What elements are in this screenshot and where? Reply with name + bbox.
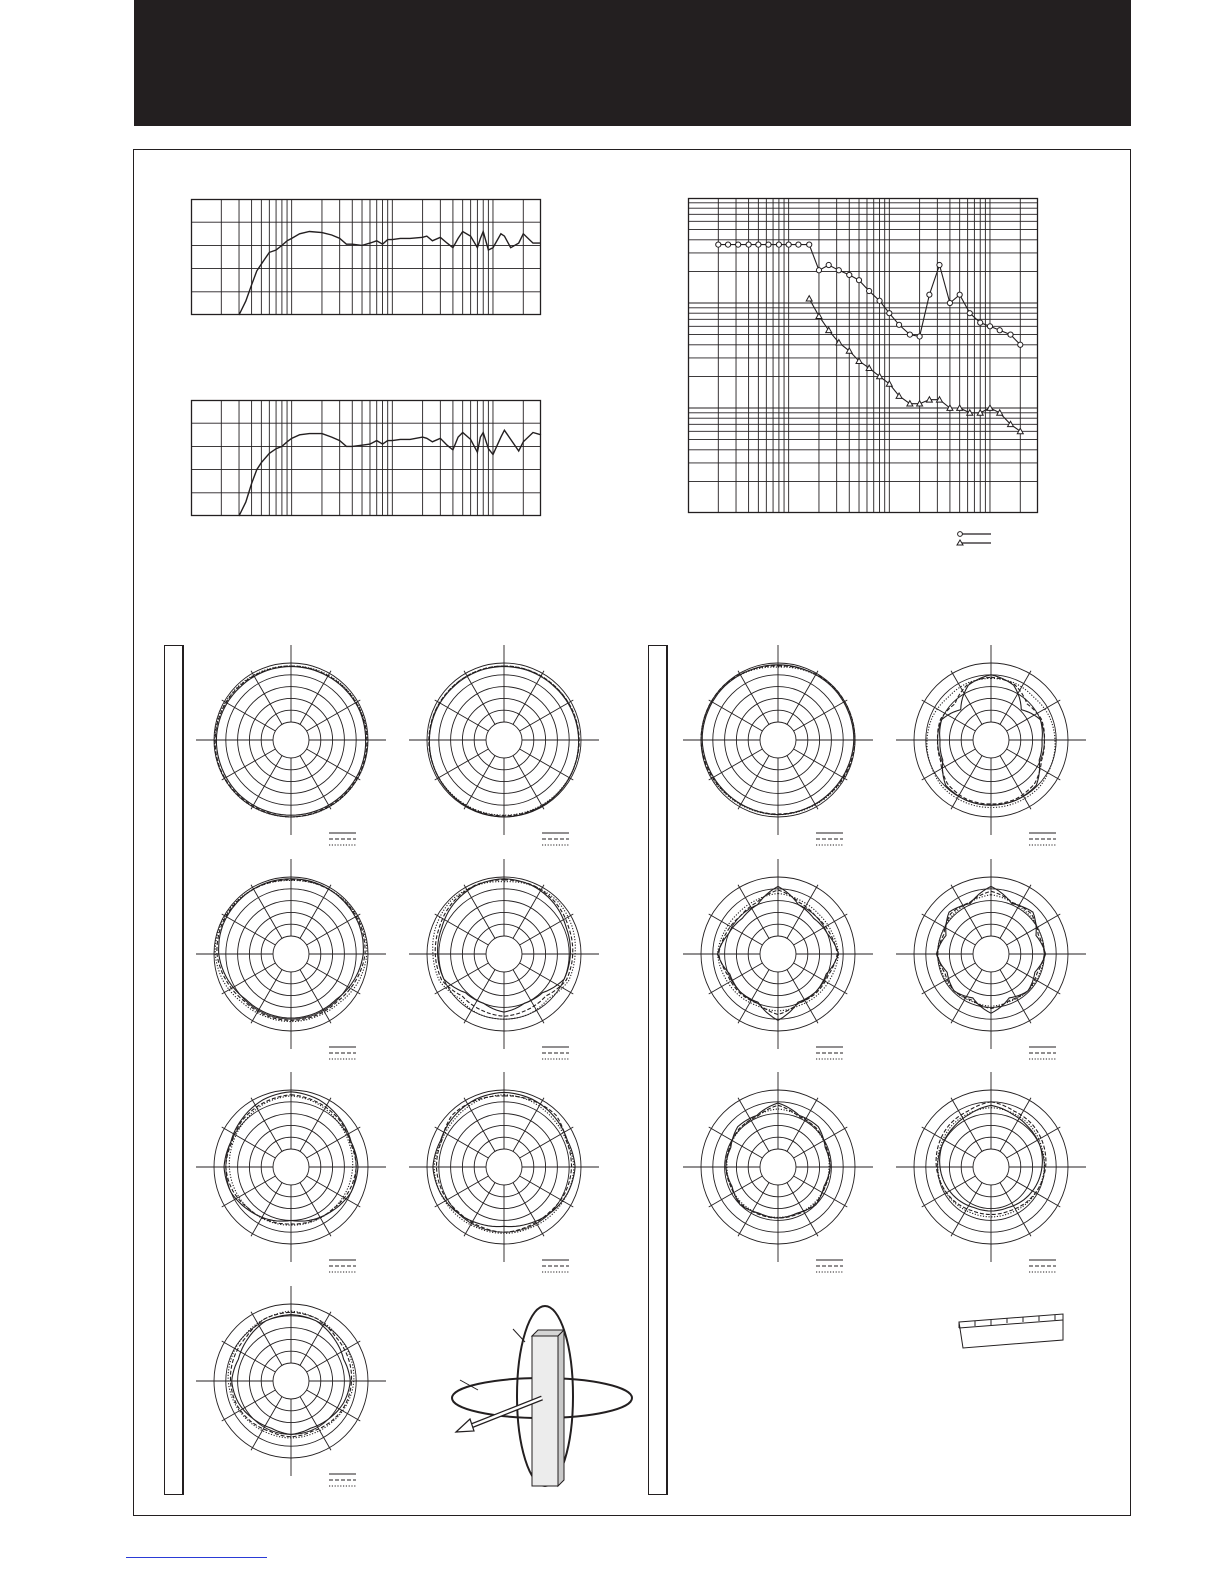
polar-spoke [1000,1183,1031,1237]
polar-ring [973,936,1009,972]
polar-spoke [300,1098,331,1152]
polar-spoke [922,1127,976,1158]
polar-chart-13 [896,1072,1086,1272]
polar-ring [486,722,522,758]
polar-chart-6 [409,1072,599,1272]
polar-ring [760,722,796,758]
polar-grid [683,645,873,835]
polar-spoke [709,963,763,994]
polar-spoke [787,756,818,810]
polar-ring [760,1149,796,1185]
polar-spoke [787,970,818,1024]
polar-spoke [251,671,282,725]
polar-spoke [300,1312,331,1366]
polar-spoke [300,885,331,939]
polar-spoke [1007,1127,1061,1158]
polar-spoke [787,671,818,725]
polar-grid [896,1072,1086,1262]
polar-chart-10 [683,859,873,1059]
speaker-orientation-diagram [450,1310,635,1495]
polar-spoke [738,1098,769,1152]
speaker-cabinet [532,1336,558,1486]
polar-chart-4 [409,859,599,1059]
polar-spoke [251,1183,282,1237]
polar-spoke [251,970,282,1024]
polar-spoke [513,885,544,939]
polar-spoke [738,885,769,939]
polar-spoke [787,885,818,939]
polar-spoke [307,700,361,731]
polar-spoke [709,1176,763,1207]
polar-chart-5 [196,1072,386,1272]
polar-spoke [464,671,495,725]
angle-sketch-outline [959,1314,1063,1348]
polar-grid [896,645,1086,835]
polar-spoke [300,1183,331,1237]
polar-spoke [1007,749,1061,780]
polar-spoke [922,700,976,731]
polar-spoke [520,1176,574,1207]
polar-spoke [307,914,361,945]
polar-spoke [222,1127,276,1158]
polar-spoke [435,963,489,994]
polar-spoke [307,963,361,994]
polar-spoke [520,1127,574,1158]
polar-grid [683,1072,873,1262]
polar-spoke [738,1183,769,1237]
axis-arrow-head [456,1419,474,1432]
polar-spoke [1007,1176,1061,1207]
polar-spoke [464,885,495,939]
polar-spoke [464,970,495,1024]
polar-spoke [222,1341,276,1372]
polar-spoke [738,671,769,725]
polar-ring [973,722,1009,758]
polar-chart-12 [683,1072,873,1272]
polar-spoke [922,749,976,780]
polar-spoke [787,1098,818,1152]
polar-spoke [251,885,282,939]
polar-ring [486,1149,522,1185]
polar-spoke [222,1390,276,1421]
angle-sketch-ticks [975,1315,1055,1326]
polar-spoke [251,756,282,810]
cabinet-angle-sketch [955,1310,1070,1355]
polar-spoke [787,1183,818,1237]
polar-chart-2 [409,645,599,845]
polar-spoke [307,1390,361,1421]
polar-spoke [222,1176,276,1207]
polar-grid [409,645,599,835]
polar-spoke [520,963,574,994]
polar-chart-3 [196,859,386,1059]
polar-ring [973,1149,1009,1185]
polar-ring [273,936,309,972]
polar-spoke [307,1176,361,1207]
polar-spoke [794,914,848,945]
polar-spoke [251,1098,282,1152]
polar-ring [273,722,309,758]
polar-spoke [464,756,495,810]
polar-spoke [1007,700,1061,731]
polar-spoke [513,671,544,725]
polar-spoke [794,1176,848,1207]
axis-arrow-shaft-inner [466,1398,542,1428]
polar-spoke [951,756,982,810]
polar-spoke [922,1176,976,1207]
polar-spoke [709,700,763,731]
polar-ring [486,936,522,972]
polar-spoke [222,963,276,994]
polar-chart-11 [896,859,1086,1059]
polar-spoke [520,749,574,780]
polar-spoke [251,1397,282,1451]
polar-spoke [709,749,763,780]
polar-spoke [222,700,276,731]
polar-spoke [307,1341,361,1372]
polar-spoke [464,1098,495,1152]
polar-spoke [222,914,276,945]
polar-spoke [513,970,544,1024]
polar-spoke [300,756,331,810]
polar-spoke [300,671,331,725]
polar-spoke [951,1183,982,1237]
polar-spoke [435,700,489,731]
polar-spoke [251,1312,282,1366]
polar-spoke [738,970,769,1024]
polar-spoke [307,749,361,780]
polar-spoke [435,1127,489,1158]
polar-spoke [520,700,574,731]
polar-chart-7 [196,1286,386,1486]
polar-spoke [738,756,769,810]
polar-spoke [794,749,848,780]
polar-spoke [435,749,489,780]
polar-ring [273,1363,309,1399]
polar-spoke [222,749,276,780]
polar-spoke [1000,756,1031,810]
polar-spoke [520,914,574,945]
polar-ring [273,1149,309,1185]
polar-chart-1 [196,645,386,845]
polar-grid [896,859,1086,1049]
polar-spoke [513,756,544,810]
polar-spoke [300,1397,331,1451]
polar-grid [196,645,386,835]
polar-spoke [709,914,763,945]
polar-spoke [794,963,848,994]
polar-chart-8 [683,645,873,845]
polar-chart-9 [896,645,1086,845]
polar-ring [760,936,796,972]
footer-link-underline[interactable] [126,1557,267,1558]
polar-spoke [794,700,848,731]
leader-line-top [513,1329,525,1342]
polar-spoke [951,671,982,725]
polar-spoke [1000,671,1031,725]
speaker-cabinet-side [558,1330,564,1486]
